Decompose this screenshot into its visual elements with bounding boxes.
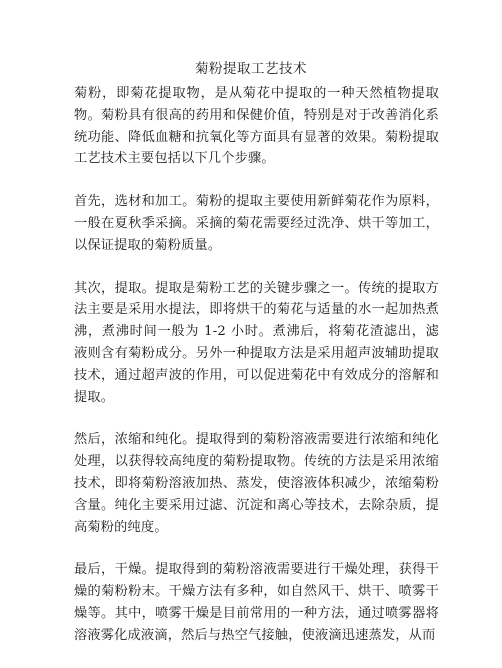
document-title: 菊粉提取工艺技术 [195, 61, 307, 77]
paragraph-concentration-purification: 然后，浓缩和纯化。提取得到的菊粉溶液需要进行浓缩和纯化处理，以获得较高纯度的菊粉提取物。传统的方法是采用浓缩技术，即将菊粉溶液加热、蒸发，使溶液体积减少，浓缩菊粉含量。纯化主要采用过滤、沉淀和离心等技术，去除杂质，提高菊粉的纯度。 [74, 432, 439, 535]
paragraph-material-selection: 首先，选材和加工。菊粉的提取主要使用新鲜菊花作为原料，一般在夏秋季采摘。采摘的菊花需要经过洗净、烘干等加工，以保证提取的菊粉质量。 [74, 194, 439, 253]
paragraph-intro: 菊粉，即菊花提取物，是从菊花中提取的一种天然植物提取物。菊粉具有很高的药用和保健价值，特别是对于改善消化系统功能、降低血糖和抗氧化等方面具有显著的效果。菊粉提取工艺技术主要包括以下几个步骤。 [74, 86, 439, 167]
document-body [74, 83, 439, 668]
paragraph-extraction: 其次，提取。提取是菊粉工艺的关键步骤之一。传统的提取方法主要是采用水提法，即将烘干的菊花与适量的水一起加热煮沸，煮沸时间一般为 1-2 小时。煮沸后，将菊花渣滤出，滤液则含有菊粉成分。另外一种提取方法是采用超声波辅助提取技术，通过超声波的作用，可以促进菊花中有效成分的溶解和提取。 [74, 280, 439, 405]
paragraph-drying: 最后，干燥。提取得到的菊粉溶液需要进行干燥处理，获得干燥的菊粉粉末。干燥方法有多种，如自然风干、烘干、喷雾干燥等。其中，喷雾干燥是目前常用的一种方法，通过喷雾器将溶液雾化成液滴，然后与热空气接触，使液滴迅速蒸发，从而 [74, 562, 439, 643]
